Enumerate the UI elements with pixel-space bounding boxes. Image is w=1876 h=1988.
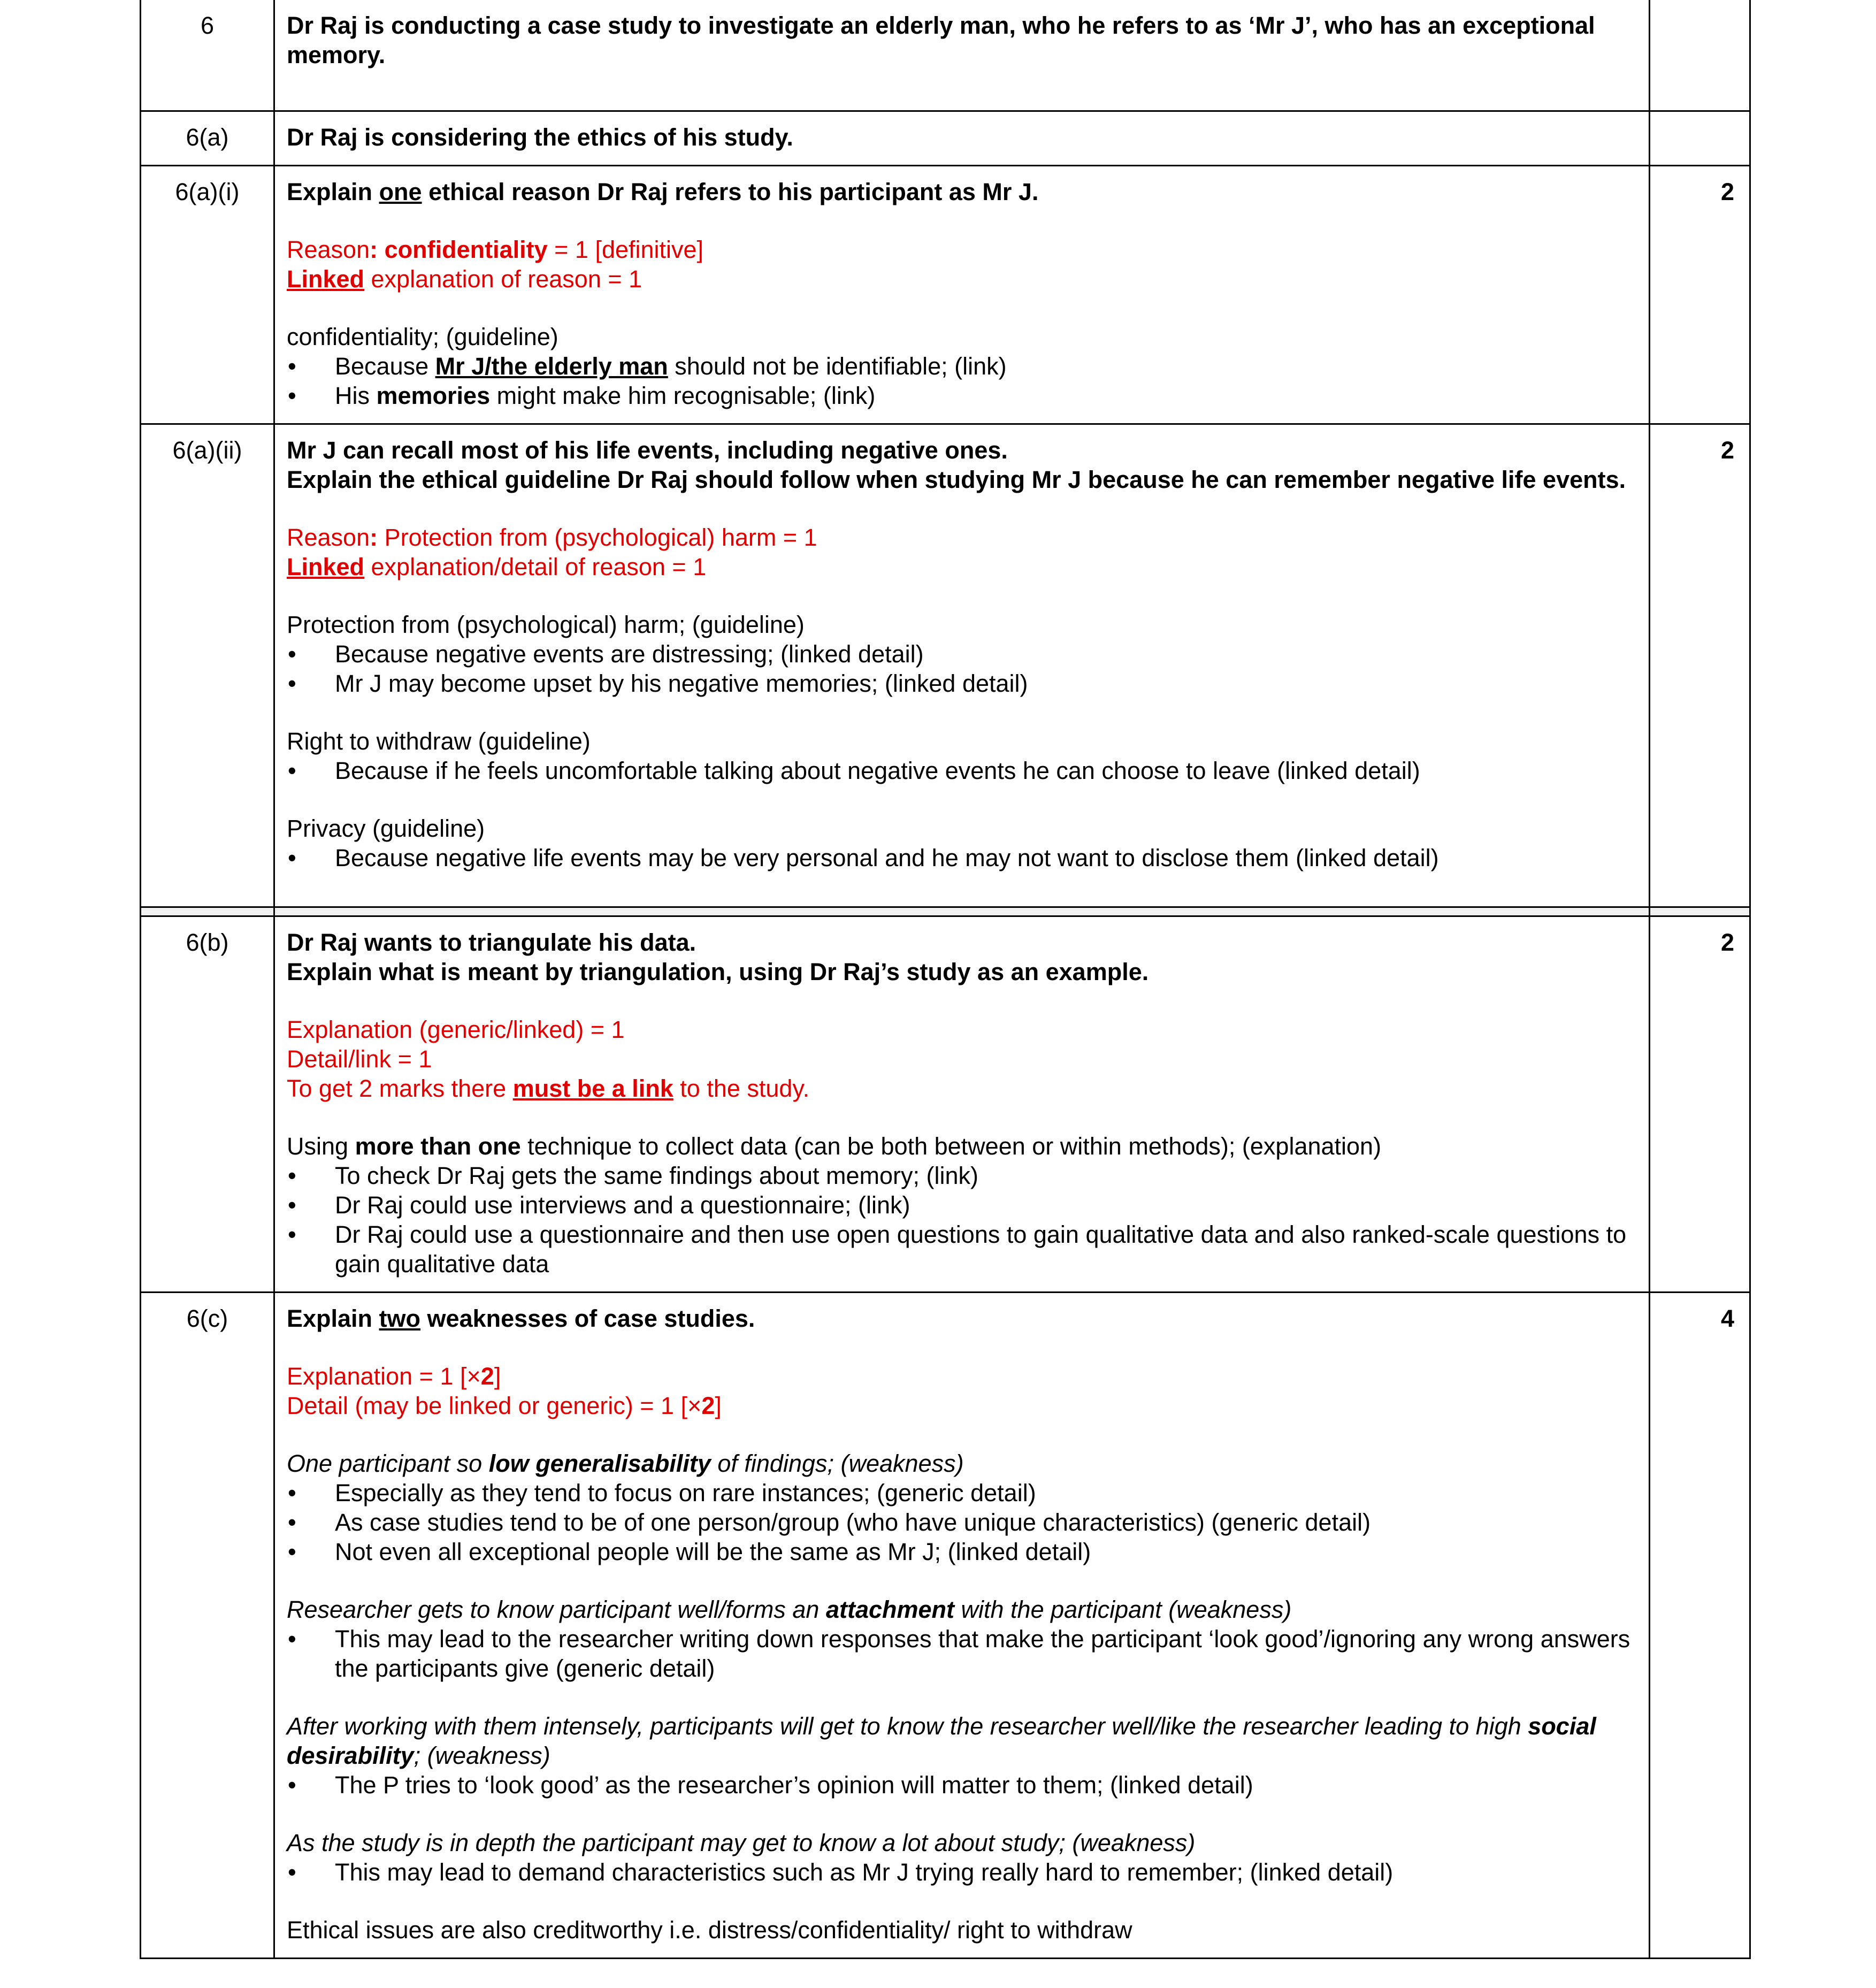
- question-number: 6(b): [141, 916, 274, 1292]
- row-separator: [141, 907, 1750, 916]
- question-number: 6: [141, 0, 274, 111]
- list-item: • Because if he feels uncomfortable talking about negative events he can choose to leave (linked detail): [287, 756, 1637, 785]
- separator-cell: [141, 907, 274, 916]
- mark-rule: To get 2 marks there must be a link to the study.: [287, 1074, 810, 1102]
- answer-point: As the study is in depth the participant may get to know a lot about study; (weakness): [287, 1829, 1196, 1856]
- marks-cell: [1650, 0, 1750, 111]
- list-item: • His memories might make him recognisable; (link): [287, 381, 1637, 410]
- list-item: • To check Dr Raj gets the same findings about memory; (link): [287, 1161, 1637, 1190]
- question-stem: [274, 0, 1650, 111]
- bullet-list: [287, 351, 1637, 410]
- list-item: • Especially as they tend to focus on rare instances; (generic detail): [287, 1478, 1637, 1508]
- q6c-question: Explain two weaknesses of case studies.: [287, 1304, 755, 1332]
- bullet-list: [287, 843, 1637, 873]
- list-item: • The P tries to ‘look good’ as the researcher’s opinion will matter to them; (linked detail): [287, 1770, 1637, 1800]
- bullet-list: [287, 1770, 1637, 1800]
- row-q6b: [141, 916, 1750, 1292]
- row-q6: [141, 0, 1750, 111]
- answer-point: One participant so low generalisability of findings; (weakness): [287, 1449, 964, 1477]
- row-q6aii: [141, 424, 1750, 907]
- mark-rule: Explanation = 1 [×2]: [287, 1362, 501, 1390]
- answer-guidance: [274, 916, 1650, 1292]
- marks-cell: [1650, 111, 1750, 165]
- answer-point: Researcher gets to know participant well/forms an attachment with the participant (weakness): [287, 1595, 1292, 1623]
- row-q6c: [141, 1292, 1750, 1958]
- q6b-question: Explain what is meant by triangulation, using Dr Raj’s study as an example.: [287, 958, 1149, 985]
- question-stem: [274, 111, 1650, 165]
- question-number: 6(a)(ii): [141, 424, 274, 907]
- answer-point: Privacy (guideline): [287, 814, 485, 842]
- answer-point: confidentiality; (guideline): [287, 323, 558, 350]
- q6aii-question: Explain the ethical guideline Dr Raj should follow when studying Mr J because he can remember negative life events.: [287, 465, 1626, 493]
- mark-rule: Linked explanation/detail of reason = 1: [287, 553, 707, 580]
- bullet-list: [287, 639, 1637, 698]
- bullet-list: [287, 1624, 1637, 1683]
- list-item: • This may lead to demand characteristics such as Mr J trying really hard to remember; (linked detail): [287, 1857, 1637, 1887]
- q6b-question: Dr Raj wants to triangulate his data.: [287, 928, 696, 956]
- list-item: • Because Mr J/the elderly man should not be identifiable; (link): [287, 351, 1637, 381]
- mark-rule: Reason: confidentiality = 1 [definitive]: [287, 235, 704, 263]
- marks-cell: 2: [1650, 165, 1750, 424]
- mark-rule: Reason: Protection from (psychological) harm = 1: [287, 523, 817, 551]
- list-item: • Not even all exceptional people will be the same as Mr J; (linked detail): [287, 1537, 1637, 1566]
- question-number: 6(a)(i): [141, 165, 274, 424]
- bullet-list: [287, 756, 1637, 785]
- marks-cell: 2: [1650, 424, 1750, 907]
- list-item: • Dr Raj could use a questionnaire and then use open questions to gain qualitative data and also ranked-scale questions to gain qualitative data: [287, 1220, 1637, 1279]
- separator-cell: [1650, 907, 1750, 916]
- answer-point: Right to withdraw (guideline): [287, 727, 591, 755]
- row-q6ai: [141, 165, 1750, 424]
- mark-rule: Linked explanation of reason = 1: [287, 265, 642, 293]
- list-item: • Dr Raj could use interviews and a questionnaire; (link): [287, 1190, 1637, 1220]
- mark-rule: Detail (may be linked or generic) = 1 [×2]: [287, 1391, 722, 1419]
- marks-cell: 2: [1650, 916, 1750, 1292]
- q6a-stem: Dr Raj is considering the ethics of his study.: [287, 123, 793, 151]
- q6-stem: Dr Raj is conducting a case study to investigate an elderly man, who he refers to as ‘Mr J’, who has an exceptional memory.: [287, 12, 1595, 68]
- list-item: • This may lead to the researcher writing down responses that make the participant ‘look good’/ignoring any wrong answers the participants give (generic detail): [287, 1624, 1637, 1683]
- mark-scheme-table: [140, 0, 1751, 1959]
- answer-guidance: [274, 165, 1650, 424]
- q6aii-question: Mr J can recall most of his life events, including negative ones.: [287, 436, 1008, 464]
- bullet-list: [287, 1161, 1637, 1279]
- answer-note: Ethical issues are also creditworthy i.e. distress/confidentiality/ right to withdraw: [287, 1916, 1132, 1944]
- list-item: • As case studies tend to be of one person/group (who have unique characteristics) (generic detail): [287, 1508, 1637, 1537]
- answer-guidance: [274, 424, 1650, 907]
- answer-point: Protection from (psychological) harm; (guideline): [287, 610, 805, 638]
- list-item: • Because negative life events may be very personal and he may not want to disclose them (linked detail): [287, 843, 1637, 873]
- marks-cell: 4: [1650, 1292, 1750, 1958]
- answer-point: After working with them intensely, participants will get to know the researcher well/like the researcher leading to high social desirability; (weakness): [287, 1712, 1596, 1769]
- row-q6a: [141, 111, 1750, 165]
- bullet-list: [287, 1857, 1637, 1887]
- answer-point: Using more than one technique to collect data (can be both between or within methods); (explanation): [287, 1132, 1382, 1160]
- q6ai-question: Explain one ethical reason Dr Raj refers to his participant as Mr J.: [287, 178, 1039, 205]
- separator-cell: [274, 907, 1650, 916]
- mark-rule: Detail/link = 1: [287, 1045, 432, 1073]
- answer-guidance: [274, 1292, 1650, 1958]
- mark-rule: Explanation (generic/linked) = 1: [287, 1015, 625, 1043]
- list-item: • Mr J may become upset by his negative memories; (linked detail): [287, 669, 1637, 698]
- bullet-list: [287, 1478, 1637, 1566]
- list-item: • Because negative events are distressing; (linked detail): [287, 639, 1637, 669]
- question-number: 6(c): [141, 1292, 274, 1958]
- question-number: 6(a): [141, 111, 274, 165]
